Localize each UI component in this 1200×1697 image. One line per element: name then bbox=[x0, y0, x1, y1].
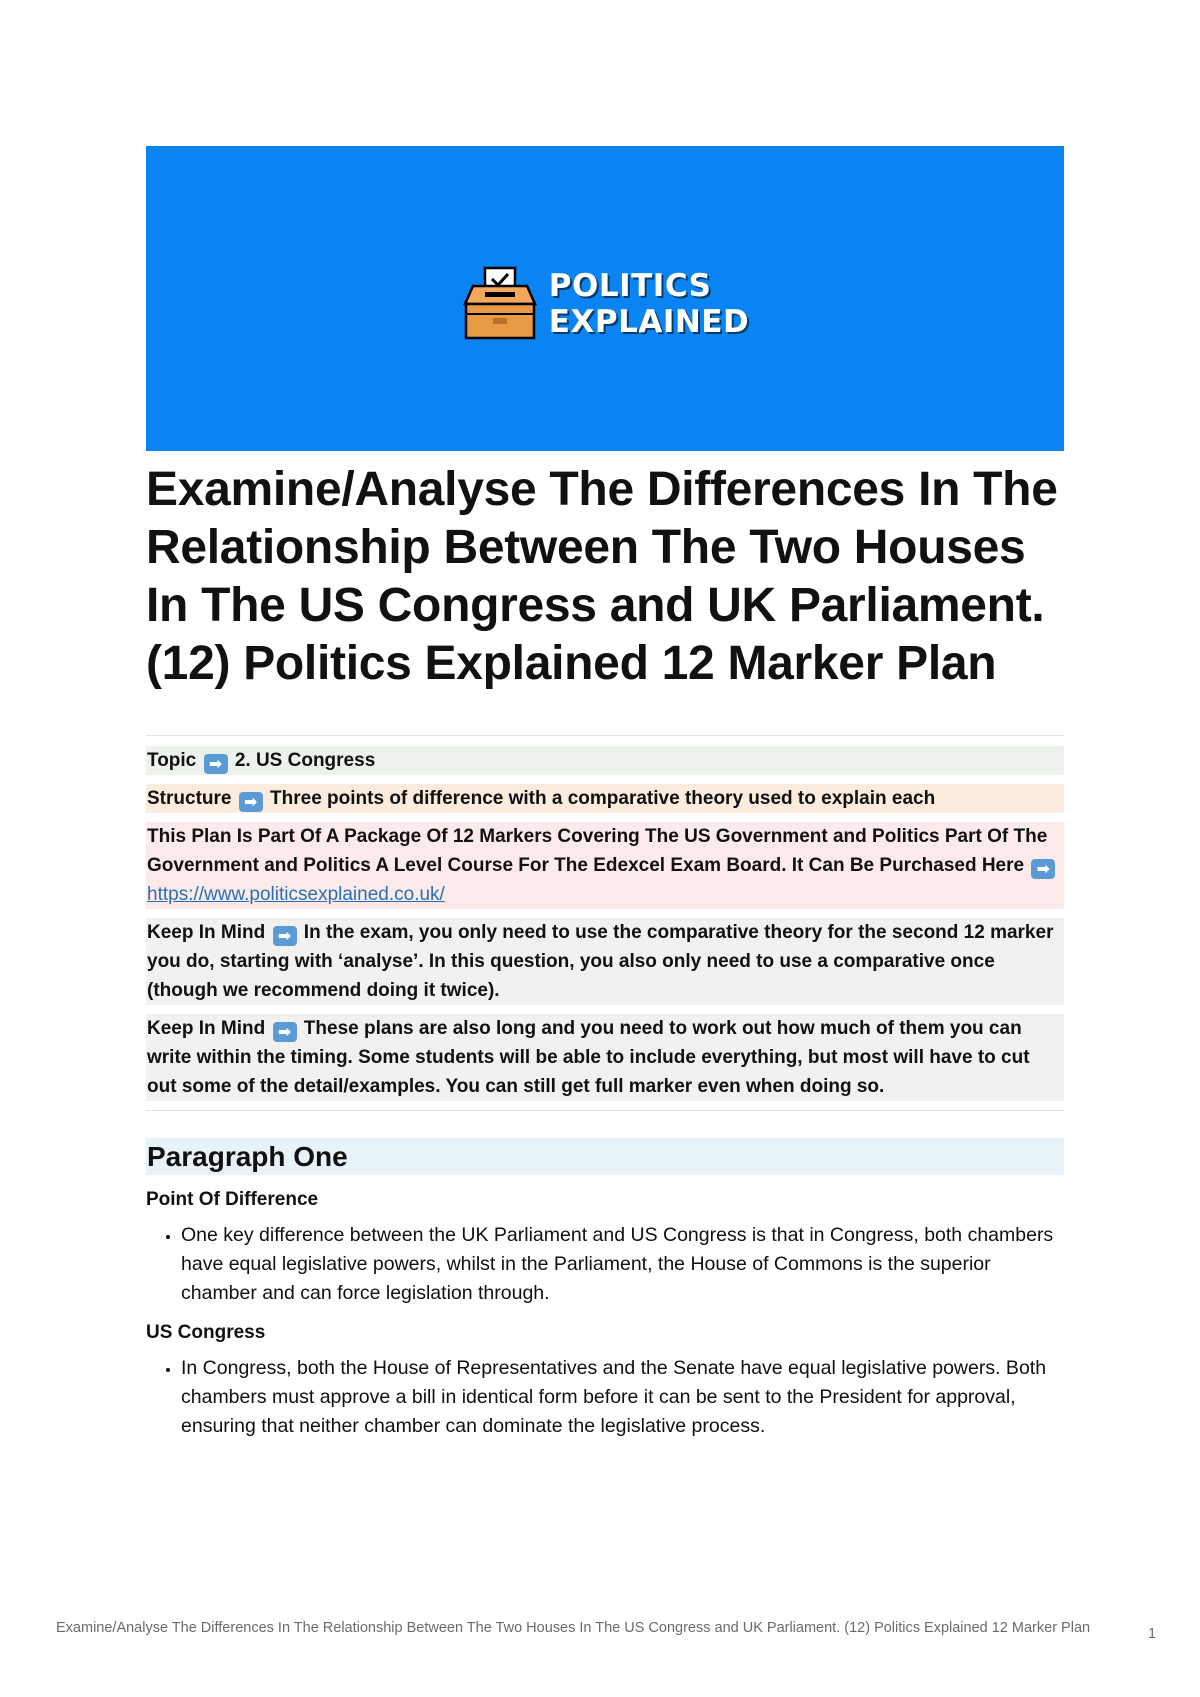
structure-text: Three points of difference with a comparative theory used to explain each bbox=[270, 788, 936, 809]
list-item: • In Congress, both the House of Representatives and the Senate have equal legislative powers. Both chambers must approve a bill in identical form before it can be sent to the President for approval, ensuring that neither chamber can dominate the legislative process. bbox=[181, 1354, 1064, 1441]
structure-callout bbox=[146, 784, 1064, 813]
logo-line-1: POLITICS bbox=[548, 267, 712, 304]
package-text: This Plan Is Part Of A Package Of 12 Markers Covering The US Government and Politics Part Of The Government and Politics A Level Course For The Edexcel Exam Board. It Can Be Purchased Here bbox=[147, 826, 1048, 876]
topic-text: 2. US Congress bbox=[234, 750, 376, 771]
divider bbox=[146, 1110, 1064, 1111]
topic-callout bbox=[146, 746, 1064, 775]
right-arrow-icon: ➡ bbox=[273, 926, 297, 946]
package-callout bbox=[146, 822, 1064, 909]
keep-label: Keep In Mind bbox=[147, 922, 266, 943]
list-item: • One key difference between the UK Parliament and US Congress is that in Congress, both chambers have equal legislative powers, whilst in the Parliament, the House of Commons is the superior chamber and can force legislation through. bbox=[181, 1221, 1064, 1308]
page-content bbox=[146, 146, 1064, 1441]
subheading-point-of-difference: Point Of Difference bbox=[146, 1189, 319, 1210]
congress-list bbox=[146, 1354, 1064, 1441]
keep-in-mind-callout-2 bbox=[146, 1014, 1064, 1101]
divider bbox=[146, 735, 1064, 736]
page-title: Examine/Analyse The Differences In The Relationship Between The Two Houses In The US Congress and UK Parliament. (12) Politics Explained 12 Marker Plan bbox=[146, 463, 1058, 690]
politics-explained-logo[interactable] bbox=[461, 266, 749, 342]
topic-label: Topic bbox=[147, 750, 197, 771]
right-arrow-icon: ➡ bbox=[273, 1022, 297, 1042]
right-arrow-icon: ➡ bbox=[239, 792, 263, 812]
section-heading: Paragraph One bbox=[146, 1138, 1064, 1175]
ballot-box-icon bbox=[461, 266, 539, 342]
website-link[interactable]: https://www.politicsexplained.co.uk/ bbox=[147, 884, 445, 905]
right-arrow-icon: ➡ bbox=[1031, 859, 1055, 879]
keep-label: Keep In Mind bbox=[147, 1018, 266, 1039]
keep-in-mind-callout-1 bbox=[146, 918, 1064, 1005]
subheading-us-congress: US Congress bbox=[146, 1322, 266, 1343]
keep-text: These plans are also long and you need to work out how much of them you can write within the timing. Some students will be able to include everything, but most will have to cut out some of the detail/examples. You can still get full marker even when doing so. bbox=[147, 1018, 1030, 1097]
page-number: 1 bbox=[1148, 1626, 1157, 1642]
structure-label: Structure bbox=[147, 788, 232, 809]
keep-text: In the exam, you only need to use the comparative theory for the second 12 marker you do, starting with ‘analyse’. In this question, you also only need to use a comparative once (though we recommend doing it twice). bbox=[147, 922, 1054, 1001]
point-list bbox=[146, 1221, 1064, 1308]
header-banner bbox=[146, 146, 1064, 451]
page-footer: Examine/Analyse The Differences In The Relationship Between The Two Houses In The US Congress and UK Parliament. (12) Politics Explained 12 Marker Plan bbox=[56, 1620, 1091, 1636]
logo-line-2: EXPLAINED bbox=[548, 303, 750, 340]
right-arrow-icon: ➡ bbox=[204, 754, 228, 774]
